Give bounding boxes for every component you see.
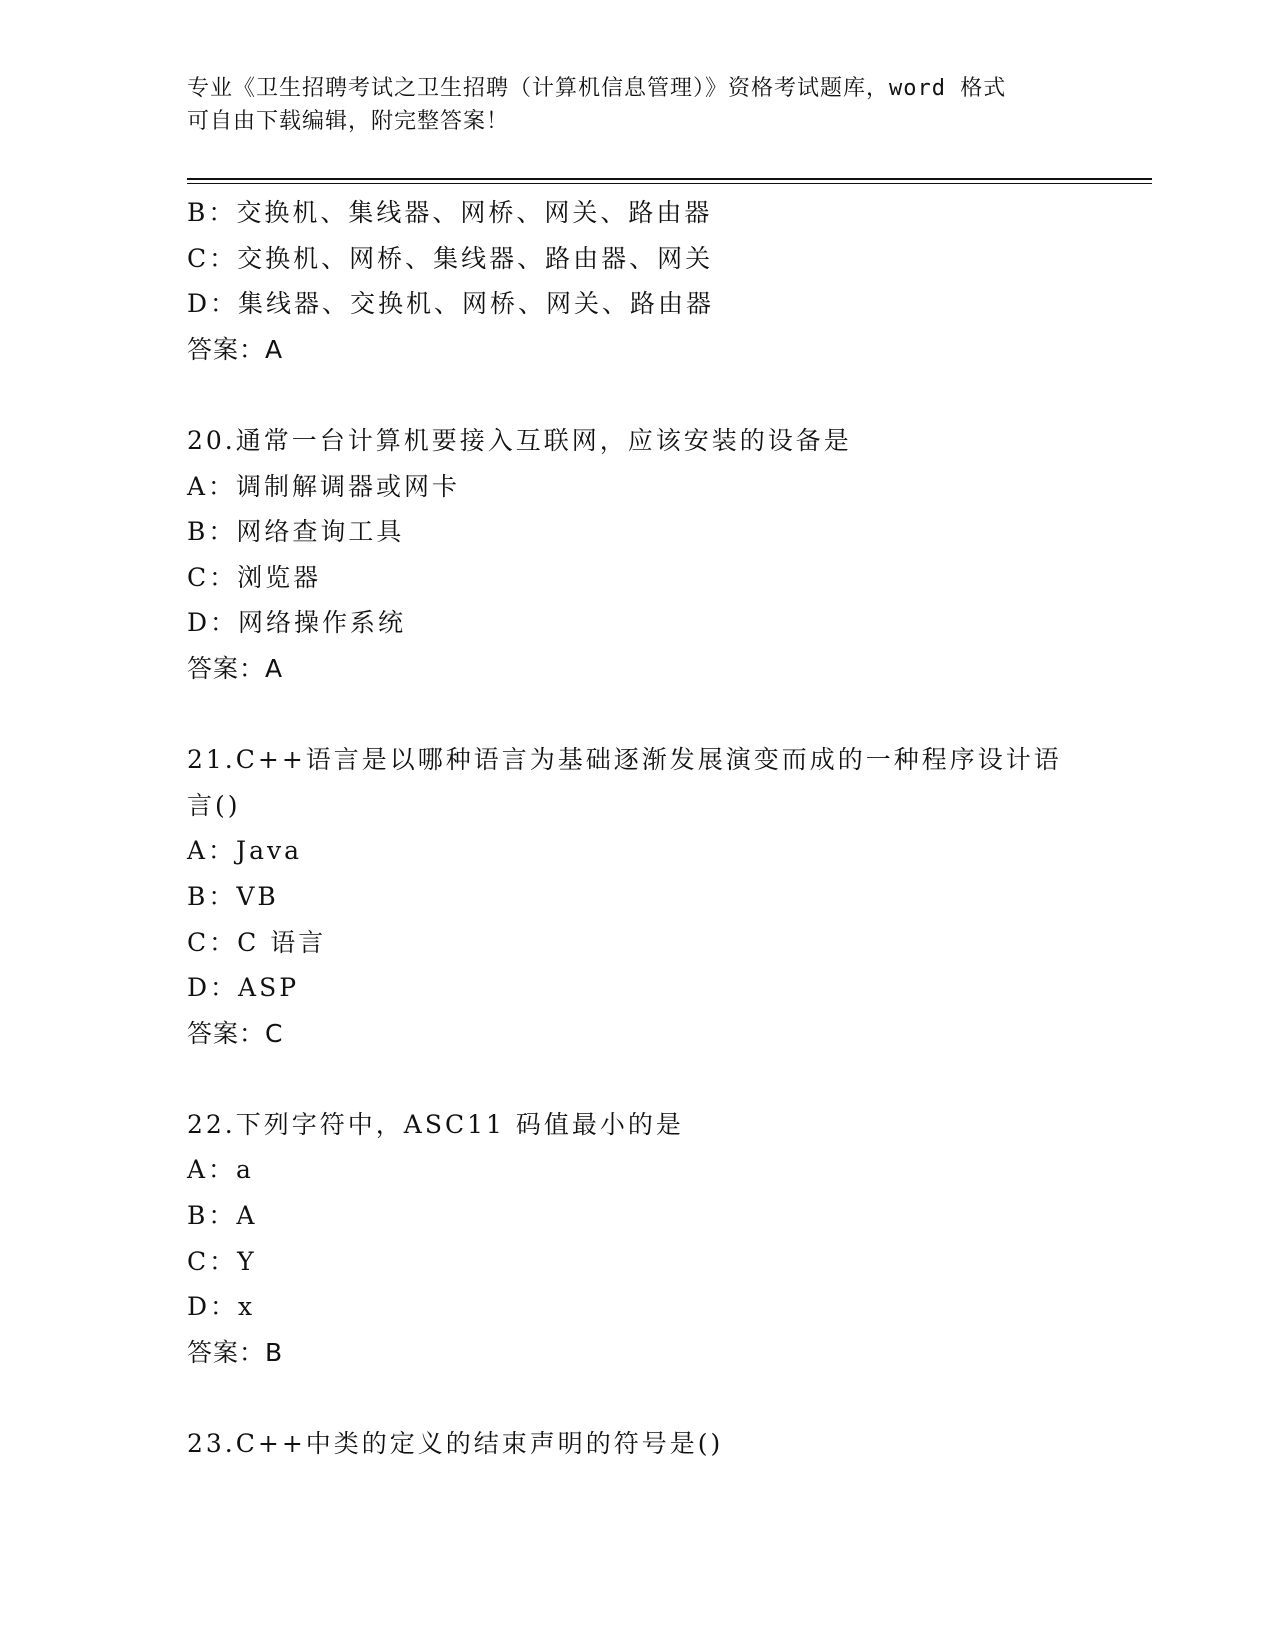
option-a: A：a xyxy=(187,1155,254,1185)
option-a: A：调制解调器或网卡 xyxy=(187,471,461,501)
spacer xyxy=(187,1056,1087,1102)
question-stem: 22.下列字符中，ASC11 码值最小的是 xyxy=(187,1109,684,1139)
option-b: B：A xyxy=(187,1201,258,1231)
header-line-1: 专业《卫生招聘考试之卫生招聘（计算机信息管理）》资格考试题库，word 格式 xyxy=(187,76,1007,101)
answer-line: 答案：C xyxy=(187,1018,284,1048)
option-b: B：交换机、集线器、网桥、网关、路由器 xyxy=(187,198,713,227)
option-c: C：Y xyxy=(187,1246,257,1276)
header-divider-thin xyxy=(187,183,1152,184)
spacer xyxy=(187,372,1087,418)
header-divider-thick xyxy=(187,178,1152,180)
spacer xyxy=(187,692,1087,738)
question-stem: 20.通常一台计算机要接入互联网，应该安装的设备是 xyxy=(187,425,852,455)
header-line-2: 可自由下载编辑，附完整答案！ xyxy=(187,109,510,134)
question-stem-continued: 言() xyxy=(187,790,241,820)
option-b: B：网络查询工具 xyxy=(187,517,405,547)
option-c: C：交换机、网桥、集线器、路由器、网关 xyxy=(187,243,714,273)
answer-line: 答案：B xyxy=(187,1337,284,1367)
answer-line: 答案：A xyxy=(187,334,284,364)
spacer xyxy=(187,1375,1087,1421)
question-20 xyxy=(187,418,1087,692)
option-d: D：ASP xyxy=(187,973,300,1003)
question-22 xyxy=(187,1102,1087,1376)
question-19-continued xyxy=(187,190,1087,372)
question-21 xyxy=(187,737,1087,1056)
question-stem: 21.C++语言是以哪种语言为基础逐渐发展演变而成的一种程序设计语 xyxy=(187,745,1062,775)
option-b: B：VB xyxy=(187,881,279,911)
option-d: D：网络操作系统 xyxy=(187,608,407,638)
option-d: D：集线器、交换机、网桥、网关、路由器 xyxy=(187,289,715,319)
question-23 xyxy=(187,1421,1087,1467)
question-list xyxy=(187,190,1087,1467)
question-stem: 23.C++中类的定义的结束声明的符号是() xyxy=(187,1429,724,1459)
option-c: C：C 语言 xyxy=(187,927,327,957)
option-c: C：浏览器 xyxy=(187,562,322,592)
document-header xyxy=(187,72,1087,138)
answer-line: 答案：A xyxy=(187,653,284,683)
option-d: D：x xyxy=(187,1292,256,1322)
option-a: A：Java xyxy=(187,836,303,866)
